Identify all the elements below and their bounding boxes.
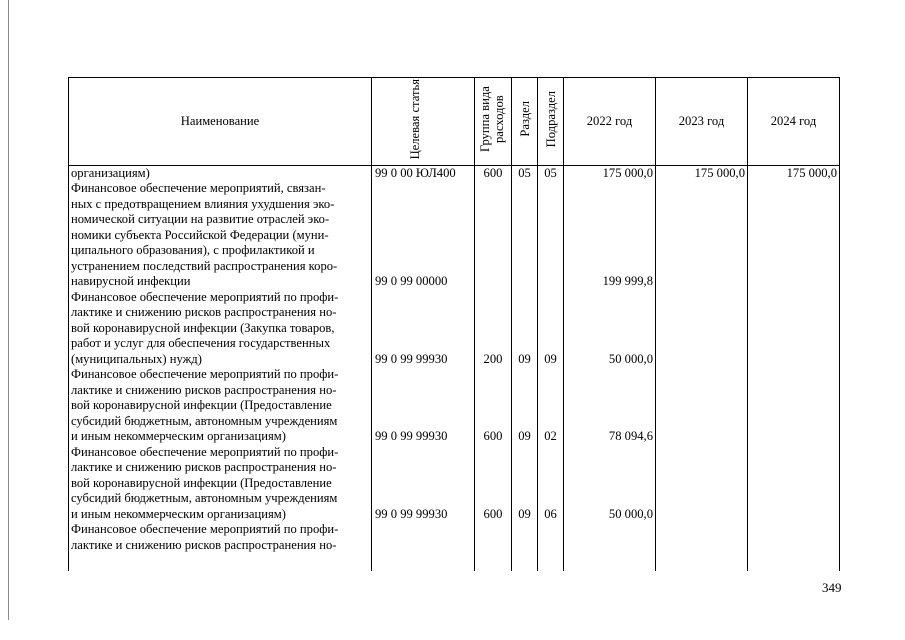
section-value: 09 — [518, 429, 531, 443]
name-line: вой коронавирусной инфекции (Предоставление — [71, 398, 332, 412]
header-expense-group — [475, 78, 512, 166]
subsection-value: 09 — [544, 351, 557, 366]
header-subsection-label: Подраздел — [543, 90, 558, 148]
header-2023 — [656, 78, 748, 166]
expense-group-cell — [475, 165, 512, 571]
value-2023-cell — [656, 165, 748, 571]
name-line: устранением последствий распространения коро- — [71, 258, 338, 273]
expense-group-value: 600 — [483, 165, 503, 180]
subsection-value: 06 — [544, 506, 557, 521]
value-2022: 199 999,8 — [602, 274, 653, 288]
target-article-value: 99 0 00 ЮЛ400 — [375, 165, 456, 180]
header-2024-label: 2024 год — [770, 113, 817, 128]
name-line: вой коронавирусной инфекции (Предоставление — [71, 475, 332, 490]
header-2022-label: 2022 год — [586, 113, 633, 128]
name-line: ципального образования), с профилактикой и — [71, 243, 315, 257]
target-article-value: 99 0 99 99930 — [375, 429, 448, 443]
target-article-value: 99 0 99 00000 — [375, 274, 448, 288]
value-2022: 50 000,0 — [608, 506, 653, 521]
name-line: и иным некоммерческим организациям) — [71, 506, 286, 521]
name-line: лактике и снижению рисков распространения но- — [71, 537, 337, 552]
target-article-value: 99 0 99 99930 — [375, 506, 448, 521]
value-2024-cell — [748, 165, 840, 571]
value-2023: 175 000,0 — [694, 165, 745, 180]
header-expense-group-label: Группа вида расходов — [478, 86, 506, 152]
page-number: 349 — [822, 580, 842, 595]
body-row — [69, 165, 840, 571]
name-line: навирусной инфекции — [71, 274, 191, 288]
header-target-article — [372, 78, 475, 166]
value-2022-cell — [564, 165, 656, 571]
section-cell — [512, 165, 538, 571]
expense-group-value: 200 — [483, 351, 503, 366]
name-line: лактике и снижению рисков распространения но- — [71, 382, 337, 397]
header-name-label: Наименование — [180, 113, 260, 128]
name-line: Финансовое обеспечение мероприятий, связан- — [71, 181, 326, 195]
value-2022: 50 000,0 — [608, 351, 653, 366]
name-line: лактике и снижению рисков распространения но- — [71, 305, 337, 319]
section-value: 05 — [518, 165, 531, 180]
name-line: Финансовое обеспечение мероприятий по профи- — [71, 367, 339, 381]
header-2022 — [564, 78, 656, 166]
section-value: 09 — [518, 351, 531, 366]
target-article-cell — [372, 165, 475, 571]
section-value: 09 — [518, 506, 531, 521]
name-line: Финансовое обеспечение мероприятий по профи- — [71, 289, 339, 304]
expense-group-value: 600 — [483, 506, 503, 521]
header-section-label: Раздел — [517, 101, 532, 137]
subsection-cell — [538, 165, 564, 571]
header-section — [512, 78, 538, 166]
name-line: работ и услуг для обеспечения государственных — [71, 336, 331, 350]
page-binding-line — [8, 0, 9, 620]
header-target-article-label: Целевая статья — [408, 78, 422, 160]
value-2022: 175 000,0 — [602, 165, 653, 180]
target-article-value: 99 0 99 99930 — [375, 351, 448, 366]
name-line: Финансовое обеспечение мероприятий по профи- — [71, 522, 339, 536]
name-line: вой коронавирусной инфекции (Закупка товаров, — [71, 320, 335, 335]
name-line: субсидий бюджетным, автономным учреждениям — [71, 491, 338, 505]
header-2023-label: 2023 год — [678, 113, 725, 128]
name-line: ных с предотвращением влияния ухудшения эко- — [71, 196, 335, 211]
name-line: Финансовое обеспечение мероприятий по профи- — [71, 444, 339, 459]
budget-table — [68, 77, 840, 571]
subsection-value: 05 — [544, 165, 557, 180]
header-row — [69, 78, 840, 166]
value-2024: 175 000,0 — [786, 165, 837, 180]
name-line: номической ситуации на развитие отраслей эко- — [71, 212, 330, 226]
header-subsection — [538, 78, 564, 166]
name-line: субсидий бюджетным, автономным учреждениям — [71, 413, 338, 428]
name-line: организациям) — [71, 165, 150, 180]
header-name — [69, 78, 372, 166]
name-cell — [69, 165, 372, 571]
subsection-value: 02 — [544, 429, 557, 443]
name-line: (муниципальных) нужд) — [71, 351, 202, 366]
value-2022: 78 094,6 — [608, 429, 653, 443]
header-2024 — [748, 78, 840, 166]
expense-group-value: 600 — [483, 429, 503, 443]
name-line: лактике и снижению рисков распространения но- — [71, 460, 337, 474]
name-line: номики субъекта Российской Федерации (муни- — [71, 227, 329, 242]
name-line: и иным некоммерческим организациям) — [71, 429, 286, 443]
